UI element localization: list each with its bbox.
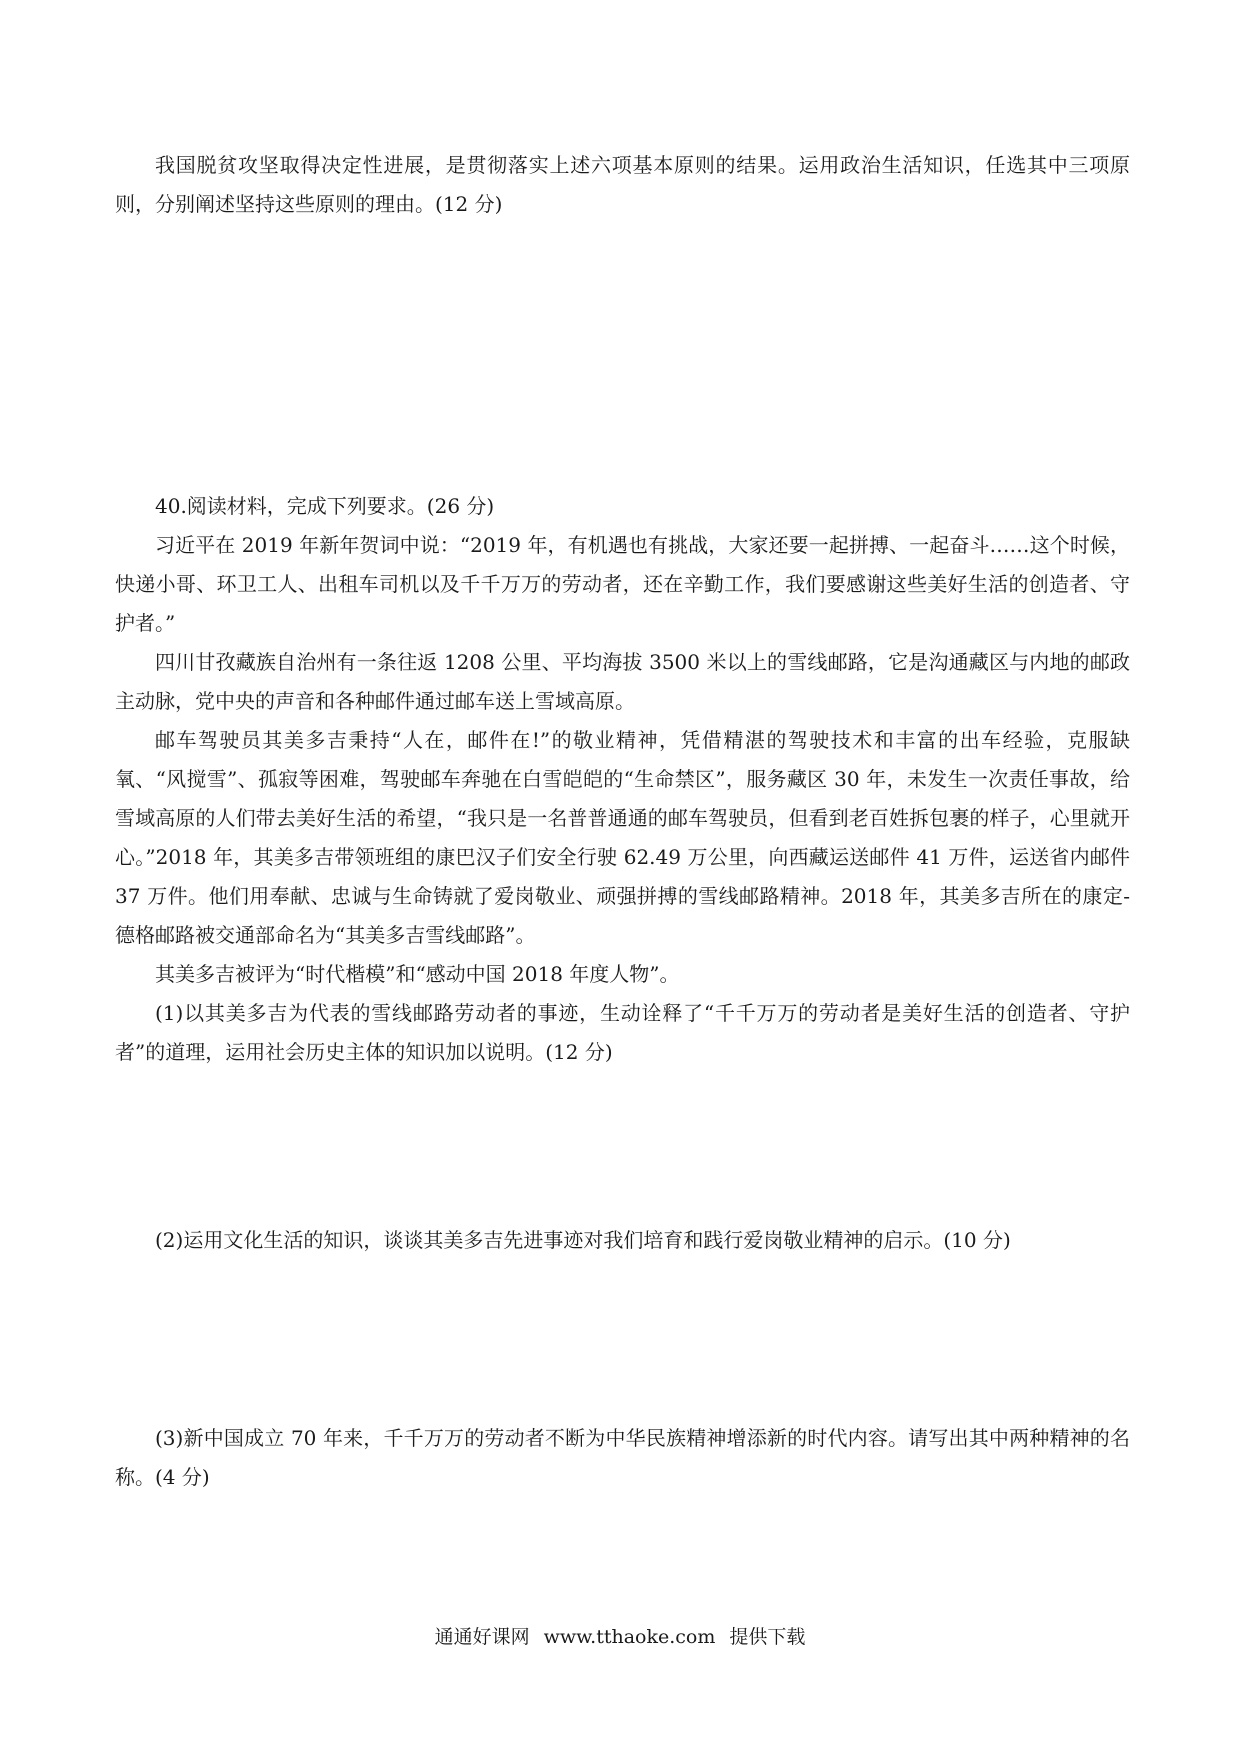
footer-site-name: 通通好课网 — [434, 1626, 530, 1648]
footer-suffix: 提供下载 — [729, 1626, 806, 1648]
sub-question-1: (1)以其美多吉为代表的雪线邮路劳动者的事迹，生动诠释了“千千万万的劳动者是美好生活的创造者、守护者”的道理，运用社会历史主体的知识加以说明。(12 分) — [115, 1001, 1130, 1064]
intro-question: 我国脱贫攻坚取得决定性进展，是贯彻落实上述六项基本原则的结果。运用政治生活知识，任选其中三项原则，分别阐述坚持这些原则的理由。(12 分) — [115, 153, 1130, 216]
material-paragraph-3: 邮车驾驶员其美多吉秉持“人在，邮件在!”的敬业精神，凭借精湛的驾驶技术和丰富的出车经验，克服缺氧、“风搅雪”、孤寂等困难，驾驶邮车奔驰在白雪皑皑的“生命禁区”，服务藏区 30 年，未发生一次责任事故，给雪域高原的人们带去美好生活的希望，“我只是一名普普通通的邮车驾驶员，但看到老百姓拆包裹的样子，心里就开心。”2018 年，其美多吉带领班组的康巴汉子们安全行驶 62.49 万公里，向西藏运送邮件 41 万件，运送省内邮件 37 万件。他们用奉献、忠诚与生命铸就了爱岗敬业、顽强拼搏的雪线邮路精神。2018 年，其美多吉所在的康定-德格邮路被交通部命名为“其美多吉雪线邮路”。 — [115, 728, 1130, 947]
sub-question-3: (3)新中国成立 70 年来，千千万万的劳动者不断为中华民族精神增添新的时代内容。请写出其中两种精神的名称。(4 分) — [115, 1426, 1130, 1489]
question-40-heading: 40.阅读材料，完成下列要求。(26 分) — [155, 494, 495, 518]
material-paragraph-1: 习近平在 2019 年新年贺词中说：“2019 年，有机遇也有挑战，大家还要一起拼搏、一起奋斗……这个时候，快递小哥、环卫工人、出租车司机以及千千万万的劳动者，还在辛勤工作，我们要感谢这些美好生活的创造者、守护者。” — [115, 533, 1130, 635]
footer — [0, 1622, 1240, 1652]
footer-url[interactable]: www.tthaoke.com — [543, 1626, 716, 1648]
material-paragraph-4: 其美多吉被评为“时代楷模”和“感动中国 2018 年度人物”。 — [155, 962, 680, 986]
sub-question-2: (2)运用文化生活的知识，谈谈其美多吉先进事迹对我们培育和践行爱岗敬业精神的启示。(10 分) — [155, 1228, 1011, 1252]
material-paragraph-2: 四川甘孜藏族自治州有一条往返 1208 公里、平均海拔 3500 米以上的雪线邮路，它是沟通藏区与内地的邮政主动脉，党中央的声音和各种邮件通过邮车送上雪域高原。 — [115, 650, 1130, 713]
